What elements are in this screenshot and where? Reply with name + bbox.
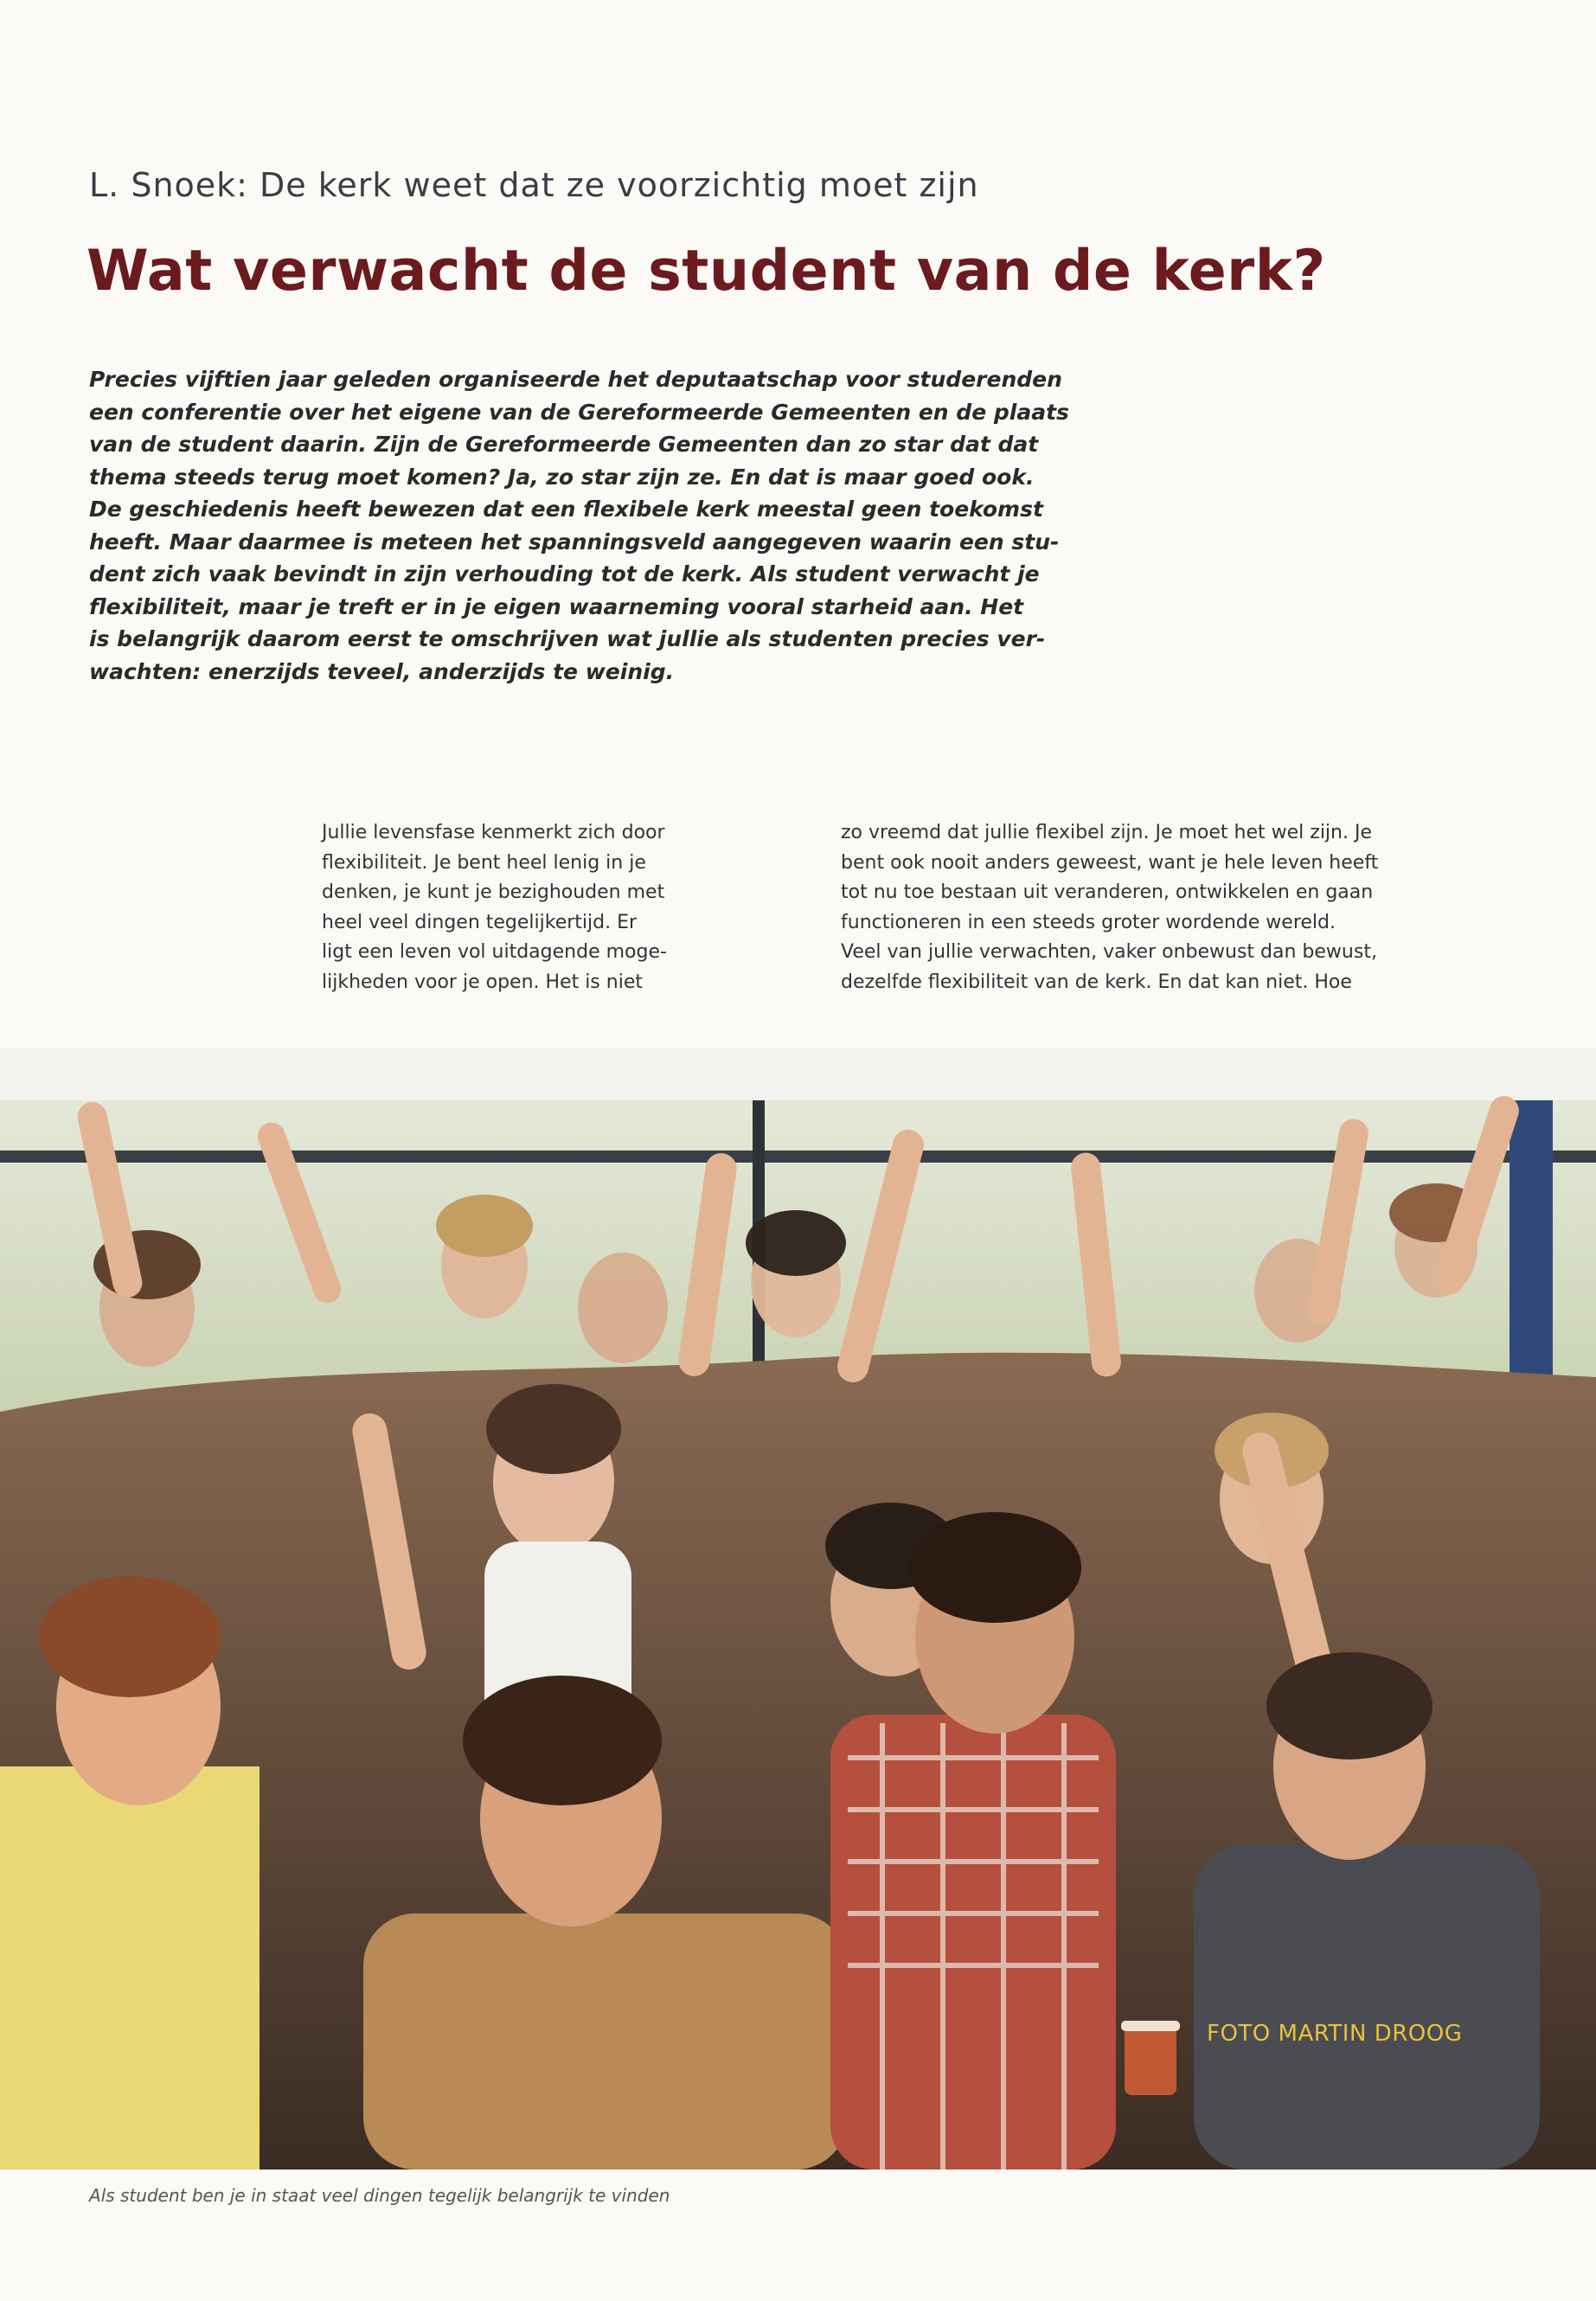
body-line: heel veel dingen tegelijkertijd. Er bbox=[322, 911, 638, 933]
body-line: dezelfde flexibiliteit van de kerk. En dat kan niet. Hoe bbox=[841, 971, 1352, 993]
lead-line: thema steeds terug moet komen? Ja, zo star zijn ze. En dat is maar goed ook. bbox=[89, 464, 1035, 490]
lead-line: Precies vijftien jaar geleden organiseerde het deputaatschap voor studerenden bbox=[89, 367, 1062, 392]
body-line: tot nu toe bestaan uit veranderen, ontwikkelen en gaan bbox=[841, 881, 1374, 903]
article-headline: Wat verwacht de student van de kerk? bbox=[87, 239, 1326, 304]
body-line: ligt een leven vol uitdagende moge- bbox=[322, 941, 667, 963]
photo-credit: FOTO MARTIN DROOG bbox=[1207, 2021, 1463, 2047]
body-line: flexibiliteit. Je bent heel lenig in je bbox=[322, 851, 646, 874]
lead-line: een conferentie over het eigene van de Gereformeerde Gemeenten en de plaats bbox=[89, 399, 1069, 425]
lead-line: wachten: enerzijds teveel, anderzijds te weinig. bbox=[89, 658, 675, 684]
body-column-left bbox=[322, 818, 772, 997]
photo-caption: Als student ben je in staat veel dingen tegelijk belangrijk te vinden bbox=[89, 2185, 670, 2206]
body-line: functioneren in een steeds groter wordende wereld. bbox=[841, 911, 1336, 933]
article-kicker: L. Snoek: De kerk weet dat ze voorzichtig moet zijn bbox=[89, 166, 979, 204]
body-line: lijkheden voor je open. Het is niet bbox=[322, 971, 643, 993]
audience-photo-illustration bbox=[0, 1048, 1596, 2170]
lead-line: De geschiedenis heeft bewezen dat een flexibele kerk meestal geen toekomst bbox=[89, 497, 1043, 522]
body-column-right bbox=[841, 818, 1533, 997]
lead-line: heeft. Maar daarmee is meteen het spanningsveld aangegeven waarin een stu- bbox=[89, 529, 1060, 554]
body-line: zo vreemd dat jullie flexibel zijn. Je moet het wel zijn. Je bbox=[841, 822, 1372, 843]
body-line: denken, je kunt je bezighouden met bbox=[322, 881, 665, 903]
article-lead bbox=[89, 363, 1214, 688]
lead-line: flexibiliteit, maar je treft er in je eigen waarneming vooral starheid aan. Het bbox=[89, 593, 1024, 619]
lead-line: dent zich vaak bevindt in zijn verhouding tot de kerk. Als student verwacht je bbox=[89, 561, 1040, 586]
audience-photo bbox=[0, 1048, 1596, 2170]
body-line: Veel van jullie verwachten, vaker onbewust dan bewust, bbox=[841, 941, 1377, 963]
lead-line: van de student daarin. Zijn de Gereformeerde Gemeenten dan zo star dat dat bbox=[89, 432, 1039, 457]
body-line: bent ook nooit anders geweest, want je hele leven heeft bbox=[841, 851, 1379, 874]
body-line: Jullie levensfase kenmerkt zich door bbox=[322, 822, 665, 843]
lead-line: is belangrijk daarom eerst te omschrijven wat jullie als studenten precies ver- bbox=[89, 626, 1046, 651]
